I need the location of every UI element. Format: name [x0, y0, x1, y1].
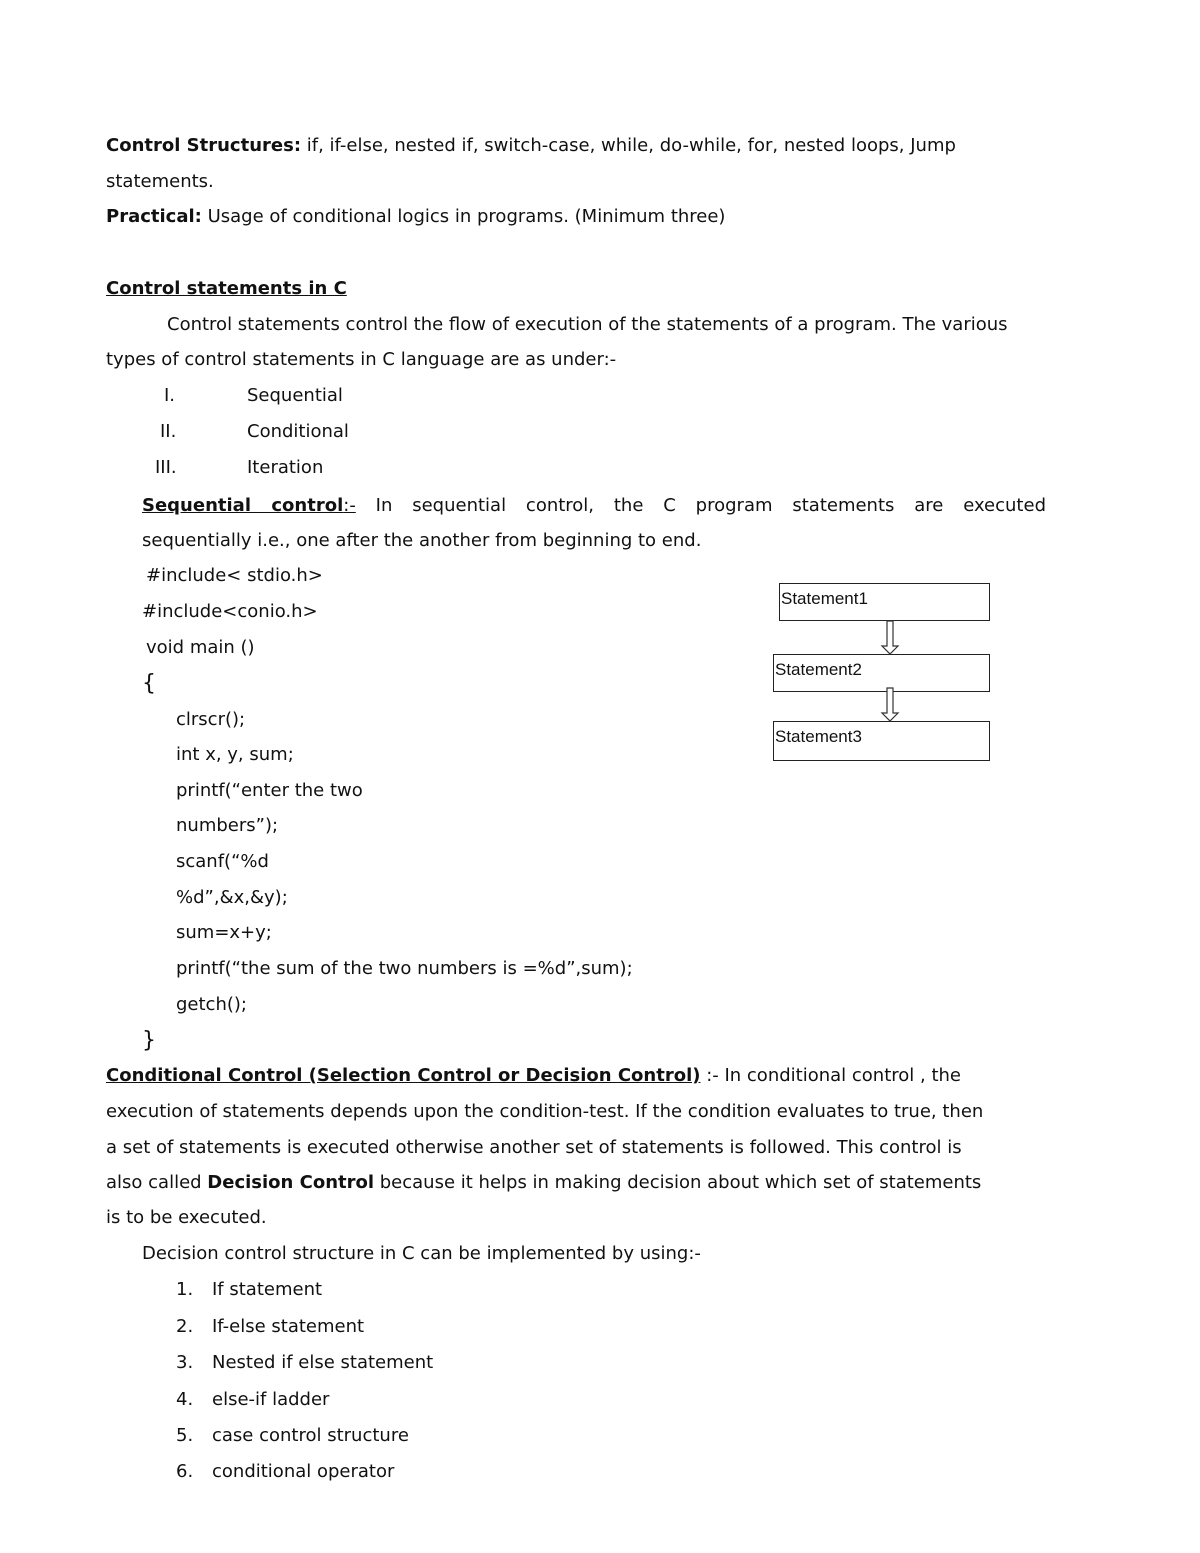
conditional-line-3: a set of statements is executed otherwise another set of statements is followed. This control is	[106, 1137, 962, 1158]
conditional-title: Conditional Control (Selection Control or Decision Control)	[106, 1065, 701, 1086]
list-item: If-else statement	[212, 1316, 365, 1337]
list-num: 5.	[176, 1425, 194, 1446]
code-line: getch();	[176, 994, 247, 1015]
down-arrow-icon	[878, 620, 904, 656]
text: because it helps in making decision about which set of statements	[374, 1172, 982, 1193]
code-line: #include< stdio.h>	[146, 565, 323, 586]
code-line: scanf(“%d	[176, 851, 269, 872]
conditional-text: In conditional control , the	[718, 1065, 961, 1086]
cs-label: Control Structures:	[106, 135, 302, 156]
type-label: Iteration	[247, 457, 324, 478]
type-num: II.	[160, 421, 177, 442]
code-line: void main ()	[146, 637, 255, 658]
code-line: printf(“the sum of the two numbers is =%d”,sum);	[176, 958, 633, 979]
text: also called	[106, 1172, 208, 1193]
list-num: 4.	[176, 1389, 194, 1410]
conditional-line-4	[106, 1171, 981, 1195]
code-line: {	[142, 671, 156, 696]
sequential-title: Sequential control	[142, 495, 344, 516]
intro-line-2: types of control statements in C language are as under:-	[106, 349, 617, 370]
list-item: else-if ladder	[212, 1389, 330, 1410]
sequential-text: In sequential control, the C program statements are executed	[355, 495, 1046, 516]
practical-label: Practical:	[106, 206, 202, 227]
conditional-line-5: is to be executed.	[106, 1207, 267, 1228]
sequential-sep: :-	[343, 495, 356, 516]
implementation-line: Decision control structure in C can be implemented by using:-	[142, 1243, 701, 1264]
sequential-line-2: sequentially i.e., one after the another from beginning to end.	[142, 530, 702, 551]
conditional-line-1	[106, 1064, 961, 1088]
flow-box-statement1: Statement1	[779, 583, 990, 621]
down-arrow-icon	[878, 687, 904, 723]
sequential-line-1	[142, 494, 1046, 518]
list-num: 6.	[176, 1461, 194, 1482]
code-line: printf(“enter the two	[176, 780, 363, 801]
type-num: III.	[155, 457, 177, 478]
section-title: Control statements in C	[106, 278, 347, 299]
conditional-sep: :-	[700, 1065, 719, 1086]
type-label: Sequential	[247, 385, 343, 406]
intro-line-1: Control statements control the flow of execution of the statements of a program. The various	[167, 314, 1008, 335]
list-num: 1.	[176, 1279, 194, 1300]
cs-text-cont: statements.	[106, 171, 214, 192]
code-line: %d”,&x,&y);	[176, 887, 288, 908]
code-line: sum=x+y;	[176, 922, 272, 943]
decision-control-term: Decision Control	[207, 1172, 375, 1193]
type-num: I.	[164, 385, 176, 406]
list-num: 3.	[176, 1352, 194, 1373]
code-line: }	[142, 1028, 156, 1053]
code-line: #include<conio.h>	[142, 601, 318, 622]
control-structures-line	[106, 134, 956, 158]
conditional-line-2: execution of statements depends upon the condition-test. If the condition evaluates to true, then	[106, 1101, 984, 1122]
flow-box-statement3: Statement3	[773, 721, 990, 761]
list-item: Nested if else statement	[212, 1352, 434, 1373]
list-num: 2.	[176, 1316, 194, 1337]
type-label: Conditional	[247, 421, 349, 442]
flow-box-statement2: Statement2	[773, 654, 990, 692]
practical-text: Usage of conditional logics in programs. (Minimum three)	[201, 206, 726, 227]
practical-line	[106, 205, 725, 229]
code-line: numbers”);	[176, 815, 279, 836]
code-line: clrscr();	[176, 709, 246, 730]
list-item: conditional operator	[212, 1461, 395, 1482]
list-item: case control structure	[212, 1425, 409, 1446]
list-item: If statement	[212, 1279, 323, 1300]
code-line: int x, y, sum;	[176, 744, 294, 765]
cs-text: if, if-else, nested if, switch-case, while, do-while, for, nested loops, Jump	[301, 135, 956, 156]
